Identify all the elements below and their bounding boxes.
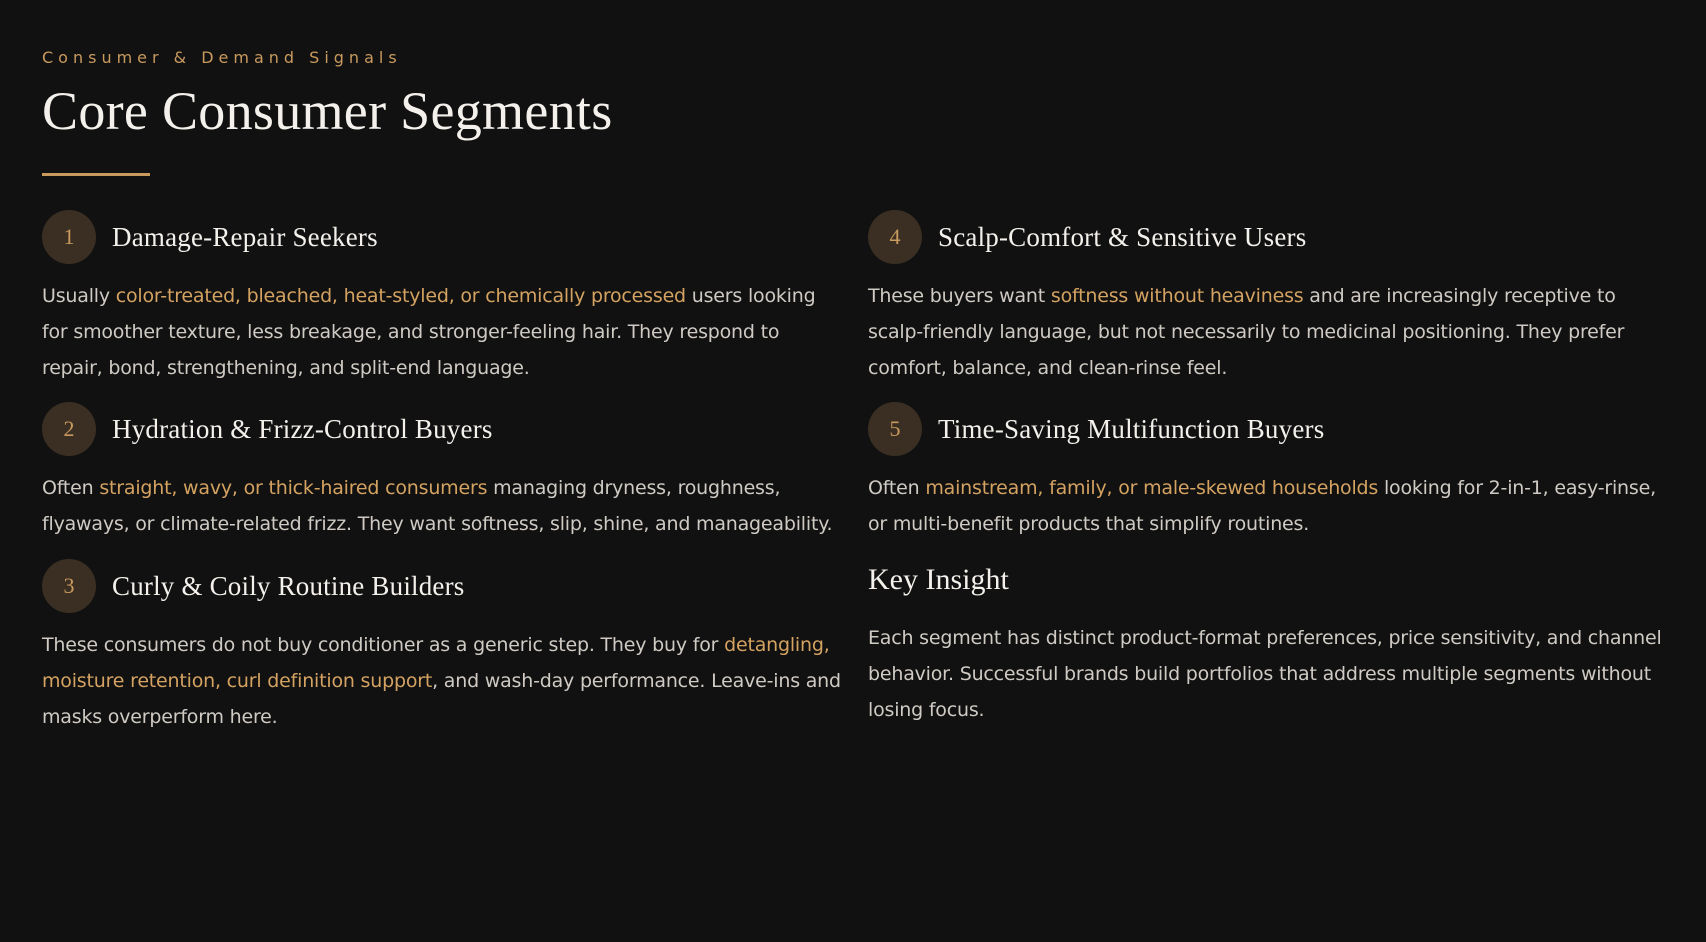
segment-text: looking for 2-in-1, easy-rinse, or multi-benefit products that simplify routines. [868, 477, 1656, 535]
key-insight-title: Key Insight [868, 563, 1009, 596]
segment-header [42, 402, 842, 456]
segment-highlight: color-treated, bleached, heat-styled, or chemically processed [115, 285, 686, 307]
segment-highlight: mainstream, family, or male-skewed households [925, 477, 1379, 499]
title-divider [42, 173, 150, 176]
segment-header [868, 210, 1668, 264]
segment-text: Often [868, 477, 926, 499]
segment-description [42, 278, 842, 386]
segment-highlight: straight, wavy, or thick-haired consumers [99, 477, 488, 499]
segment-card [42, 210, 842, 386]
page-title: Core Consumer Segments [42, 81, 613, 141]
segment-card [868, 210, 1668, 386]
segment-text: users looking for smoother texture, less breakage, and stronger-feeling hair. They respond to repair, bond, strengthening, and split-end language. [42, 285, 816, 379]
segment-highlight: softness without heaviness [1050, 285, 1304, 307]
segment-header [42, 559, 842, 613]
segment-card [42, 402, 842, 542]
segment-title: Time-Saving Multifunction Buyers [938, 414, 1325, 444]
segment-text: These consumers do not buy conditioner as a generic step. They buy for [42, 634, 725, 656]
segment-title: Curly & Coily Routine Builders [112, 571, 465, 601]
segment-card [868, 402, 1668, 542]
segment-card [42, 559, 842, 735]
segment-title: Hydration & Frizz-Control Buyers [112, 414, 493, 444]
segment-text: , and wash-day performance. Leave-ins and masks overperform here. [42, 670, 841, 728]
segment-number-badge: 5 [868, 402, 922, 456]
segment-text: These buyers want [868, 285, 1051, 307]
eyebrow-label: Consumer & Demand Signals [42, 48, 402, 67]
segment-description [868, 278, 1668, 386]
segment-header [42, 210, 842, 264]
segment-title: Damage-Repair Seekers [112, 222, 378, 252]
segment-text: managing dryness, roughness, flyaways, or climate-related frizz. They want softness, slip, shine, and manageability. [42, 477, 833, 535]
key-insight-body: Each segment has distinct product-format preferences, price sensitivity, and channel behavior. Successful brands build portfolios that address multiple segments without losing focus. [868, 627, 1662, 721]
segment-description [42, 627, 842, 735]
segment-number-badge: 3 [42, 559, 96, 613]
segment-header [868, 402, 1668, 456]
segment-text: Usually [42, 285, 116, 307]
segment-description [868, 470, 1668, 542]
segment-text: and are increasingly receptive to scalp-friendly language, but not necessarily to medicinal positioning. They prefer comfort, balance, and clean-rinse feel. [868, 285, 1625, 379]
segment-number-badge: 1 [42, 210, 96, 264]
segment-highlight: detangling, moisture retention, curl definition support [42, 634, 830, 692]
segment-number-badge: 2 [42, 402, 96, 456]
segment-number-badge: 4 [868, 210, 922, 264]
segment-description [42, 470, 842, 542]
segment-text: Often [42, 477, 100, 499]
segment-title: Scalp-Comfort & Sensitive Users [938, 222, 1307, 252]
